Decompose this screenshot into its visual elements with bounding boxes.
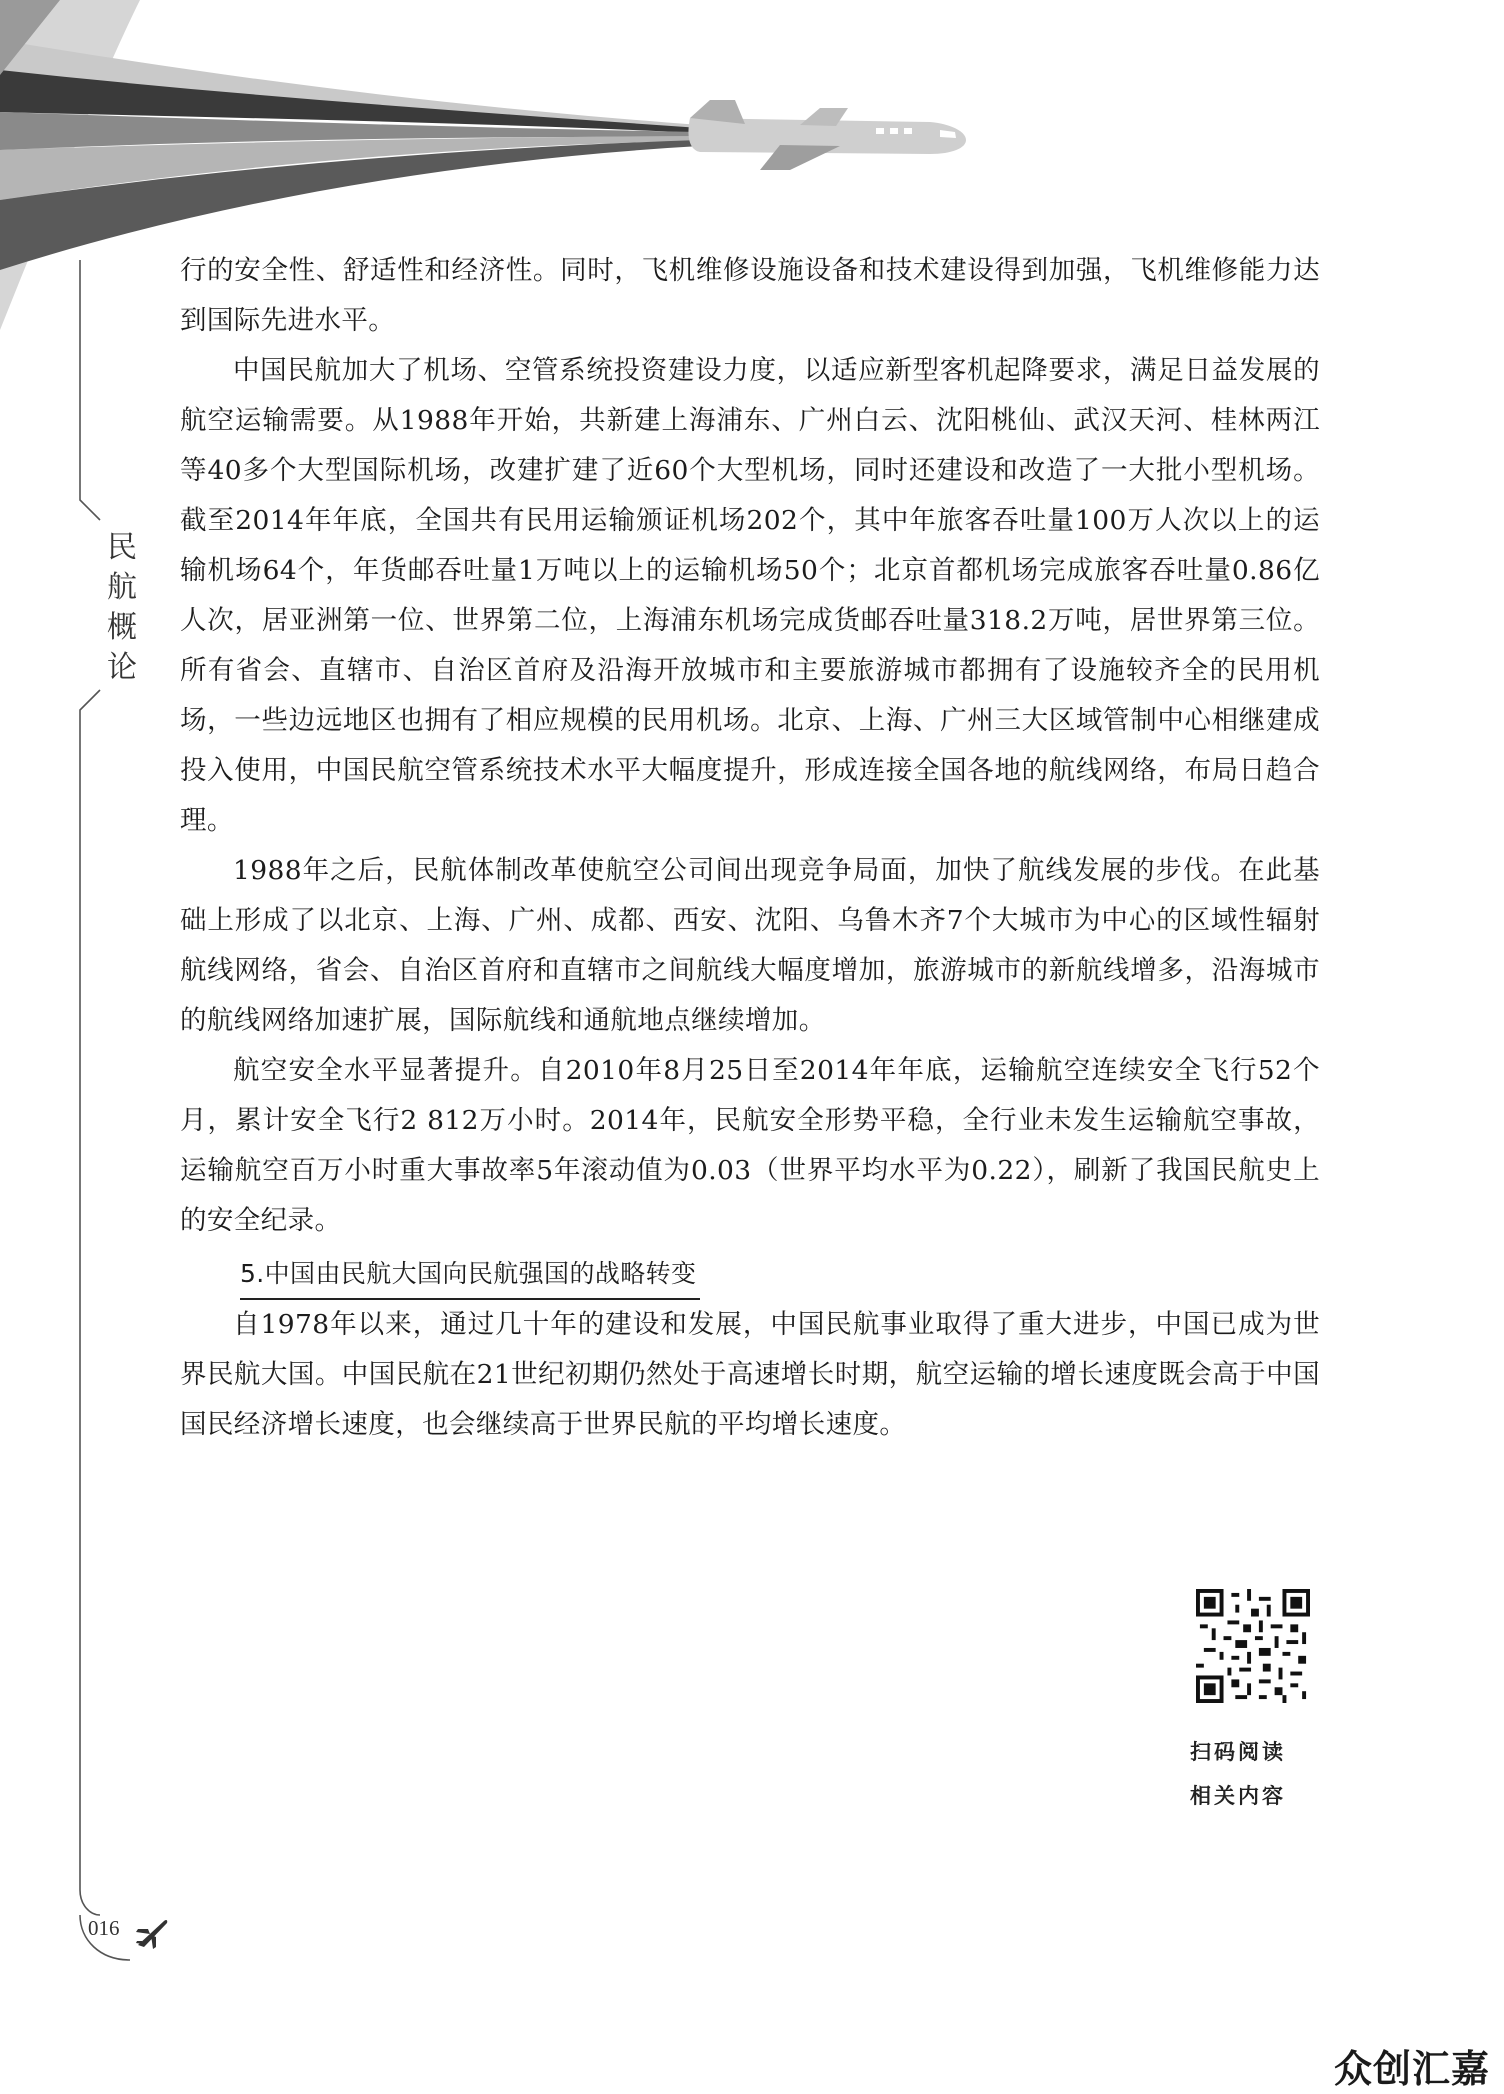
qr-caption-line: 扫码阅读 <box>1190 1740 1286 1764</box>
paragraph: 航空安全水平显著提升。自2010年8月25日至2014年年底，运输航空连续安全飞行52个月，累计安全飞行2 812万小时。2014年，民航安全形势平稳，全行业未发生运输航空事故，运输航空百万小时重大事故率5年滚动值为0.03（世界平均水平为0.22），刷新了我国民航史上的安全纪录。 <box>180 1055 1320 1236</box>
watermark-logo: 众创汇嘉 <box>1334 2047 1491 2091</box>
book-title-char: 概 <box>107 610 137 645</box>
page-number: 016 <box>88 1916 120 1940</box>
qr-code-icon[interactable] <box>1196 1589 1310 1703</box>
paragraph: 中国民航加大了机场、空管系统投资建设力度，以适应新型客机起降要求，满足日益发展的航空运输需要。从1988年开始，共新建上海浦东、广州白云、沈阳桃仙、武汉天河、桂林两江等40多个大型国际机场，改建扩建了近60个大型机场，同时还建设和改造了一大批小型机场。截至2014年年底，全国共有民用运输颁证机场202个，其中年旅客吞吐量100万人次以上的运输机场64个，年货邮吞吐量1万吨以上的运输机场50个；北京首都机场完成旅客吞吐量0.86亿人次，居亚洲第一位、世界第二位，上海浦东机场完成货邮吞吐量318.2万吨，居世界第三位。所有省会、直辖市、自治区首府及沿海开放城市和主要旅游城市都拥有了设施较齐全的民用机场，一些边远地区也拥有了相应规模的民用机场。北京、上海、广州三大区域管制中心相继建成投入使用，中国民航空管系统技术水平大幅度提升，形成连接全国各地的航线网络，布局日趋合理。 <box>180 355 1320 836</box>
qr-caption <box>1190 1730 1320 1818</box>
paragraph: 行的安全性、舒适性和经济性。同时，飞机维修设施设备和技术建设得到加强，飞机维修能力达到国际先进水平。 <box>180 255 1320 336</box>
book-title-vertical <box>102 528 142 688</box>
qr-caption-line: 相关内容 <box>1190 1784 1286 1808</box>
book-title-char: 民 <box>107 530 137 565</box>
paragraph: 自1978年以来，通过几十年的建设和发展，中国民航事业取得了重大进步，中国已成为世界民航大国。中国民航在21世纪初期仍然处于高速增长时期，航空运输的增长速度既会高于中国国民经济增长速度，也会继续高于世界民航的平均增长速度。 <box>180 1309 1320 1440</box>
body-text <box>180 246 1320 1450</box>
side-rail-line <box>0 0 150 2094</box>
paragraph: 1988年之后，民航体制改革使航空公司间出现竞争局面，加快了航线发展的步伐。在此基础上形成了以北京、上海、广州、成都、西安、沈阳、乌鲁木齐7个大城市为中心的区域性辐射航线网络，省会、自治区首府和直辖市之间航线大幅度增加，旅游城市的新航线增多，沿海城市的航线网络加速扩展，国际航线和通航地点继续增加。 <box>180 855 1320 1036</box>
section-heading: 5.中国由民航大国向民航强国的战略转变 <box>240 1252 700 1300</box>
airplane-small-icon <box>134 1915 170 1951</box>
book-title-char: 航 <box>107 570 137 605</box>
airplane-header-icon <box>688 100 966 170</box>
book-title-char: 论 <box>107 650 137 685</box>
